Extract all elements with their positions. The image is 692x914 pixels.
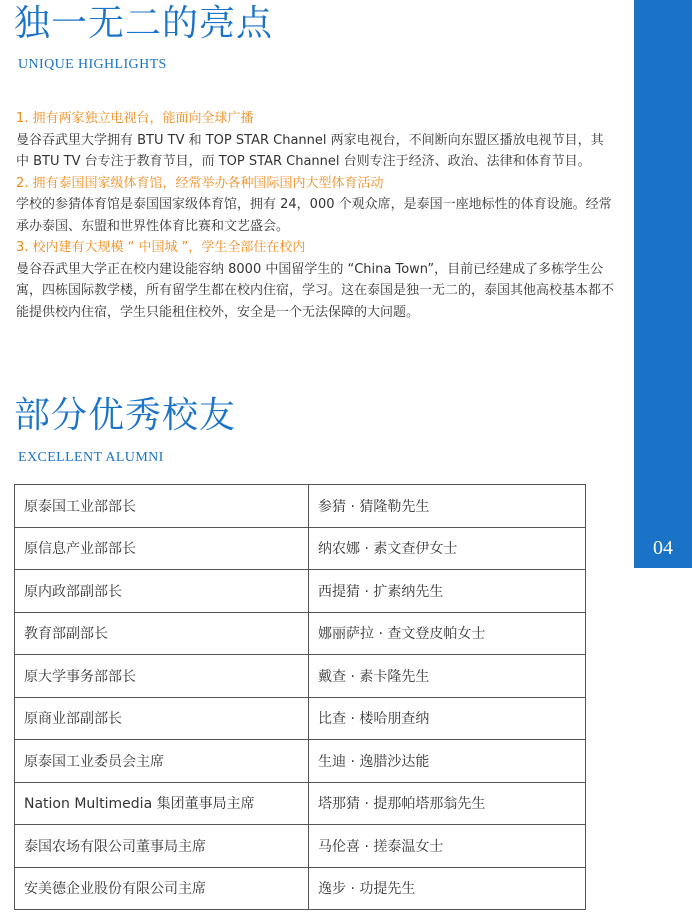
table-row xyxy=(15,867,586,910)
table-row xyxy=(15,655,586,698)
table-row xyxy=(15,740,586,783)
highlight-item xyxy=(16,237,616,323)
side-bar xyxy=(634,0,692,568)
alumni-position: 原泰国工业部部长 xyxy=(15,485,309,528)
alumni-name: 逸步 · 功提先生 xyxy=(309,867,586,910)
highlight-heading: 2. 拥有泰国国家级体育馆，经常举办各种国际国内大型体育活动 xyxy=(16,175,384,191)
alumni-name: 比查 · 楼哈朋查纳 xyxy=(309,697,586,740)
highlight-body: 曼谷吞武里大学拥有 BTU TV 和 TOP STAR Channel 两家电视台，不间断向东盟区播放电视节目，其中 BTU TV 台专注于教育节目，而 TOP STAR Channel 台则专注于经济、政治、法律和体育节目。 xyxy=(16,132,604,169)
highlight-heading: 3. 校内建有大规模 “ 中国城 ”，学生全部住在校内 xyxy=(16,240,306,255)
alumni-position: 原商业部副部长 xyxy=(15,697,309,740)
highlight-body: 曼谷吞武里大学正在校内建设能容纳 8000 中国留学生的 “China Town”，目前已经建成了多栋学生公寓，四栋国际教学楼，所有留学生都在校内住宿，学习。这在泰国是独一无二的，泰国其他高校基本都不能提供校内住宿，学生只能租住校外，安全是一个无法保障的大问题。 xyxy=(16,261,615,320)
highlights-list xyxy=(16,108,616,323)
alumni-name: 生迪 · 逸腊沙达能 xyxy=(309,740,586,783)
table-row xyxy=(15,612,586,655)
alumni-table xyxy=(14,484,586,910)
highlights-subtitle: UNIQUE HIGHLIGHTS xyxy=(18,57,167,72)
alumni-position: 泰国农场有限公司董事局主席 xyxy=(15,825,309,868)
table-row xyxy=(15,697,586,740)
alumni-position: 安美德企业股份有限公司主席 xyxy=(15,867,309,910)
alumni-subtitle: EXCELLENT ALUMNI xyxy=(18,450,164,465)
highlight-item xyxy=(16,173,616,238)
highlight-body: 学校的参猜体育馆是泰国国家级体育馆，拥有 24，000 个观众席，是泰国一座地标性的体育设施。经常承办泰国、东盟和世界性体育比赛和文艺盛会。 xyxy=(16,197,612,234)
alumni-name: 西提猜 · 扩素纳先生 xyxy=(309,570,586,613)
table-row xyxy=(15,570,586,613)
table-row xyxy=(15,782,586,825)
alumni-position: 原大学事务部部长 xyxy=(15,655,309,698)
alumni-position: 原内政部副部长 xyxy=(15,570,309,613)
alumni-position: 教育部副部长 xyxy=(15,612,309,655)
table-row xyxy=(15,527,586,570)
table-row xyxy=(15,825,586,868)
alumni-name: 塔那猜 · 提那帕塔那翁先生 xyxy=(309,782,586,825)
highlight-heading: 1. 拥有两家独立电视台，能面向全球广播 xyxy=(16,111,254,126)
alumni-name: 娜丽萨拉 · 查文登皮帕女士 xyxy=(309,612,586,655)
highlight-item xyxy=(16,108,616,173)
alumni-name: 戴查 · 素卡隆先生 xyxy=(309,655,586,698)
alumni-position: 原泰国工业委员会主席 xyxy=(15,740,309,783)
alumni-position: Nation Multimedia 集团董事局主席 xyxy=(15,782,309,825)
highlights-title: 独一无二的亮点 xyxy=(14,3,274,44)
alumni-name: 马伦喜 · 搓泰温女士 xyxy=(309,825,586,868)
alumni-name: 参猜 · 猜隆勒先生 xyxy=(309,485,586,528)
page-number: 04 xyxy=(653,537,673,559)
alumni-name: 纳农娜 · 素文查伊女士 xyxy=(309,527,586,570)
table-row xyxy=(15,485,586,528)
alumni-position: 原信息产业部部长 xyxy=(15,527,309,570)
alumni-title: 部分优秀校友 xyxy=(14,395,237,436)
